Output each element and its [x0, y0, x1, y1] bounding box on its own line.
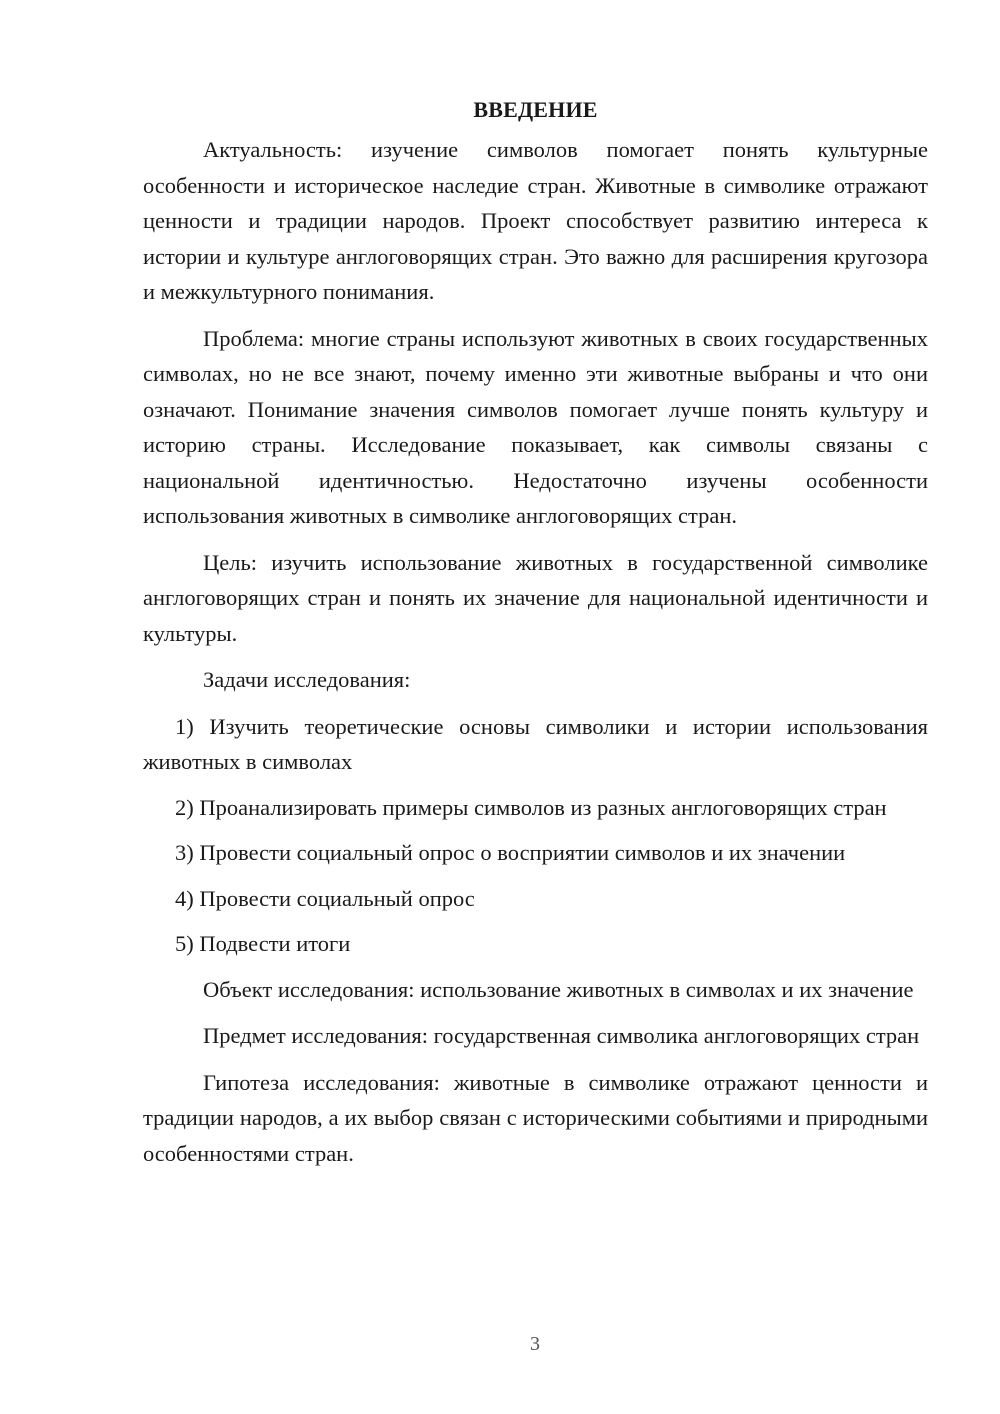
task-item-1: 1) Изучить теоретические основы символики и истории использования животных в символах: [143, 713, 928, 774]
task-item-4: 4) Провести социальный опрос: [175, 885, 475, 911]
problem-paragraph: Проблема: многие страны используют животных в своих государственных символах, но не все знают, почему именно эти животные выбраны и что они означают. Понимание значения символов помогает лучше понять культуру и историю страны. Исследование показывает, как символы связаны с национальной идентичностью. Недостаточно изучены особенности использования животных в символике англоговорящих стран.: [143, 325, 928, 528]
tasks-heading: Задачи исследования:: [203, 667, 411, 692]
hypothesis-paragraph: Гипотеза исследования: животные в символике отражают ценности и традиции народов, а их выбор связан с историческими событиями и природными особенностями стран.: [143, 1069, 928, 1166]
task-item-5: 5) Подвести итоги: [175, 931, 351, 956]
object-paragraph: Объект исследования: использование животных в символах и их значение: [203, 976, 914, 1002]
task-item-2: 2) Проанализировать примеры символов из разных англоговорящих стран: [175, 794, 887, 820]
goal-paragraph: Цель: изучить использование животных в государственной символике англоговорящих стран и понять их значение для национальной идентичности и культуры.: [143, 549, 928, 646]
section-title: ВВЕДЕНИЕ: [473, 97, 598, 122]
page-number: 3: [530, 1333, 540, 1355]
document-page: [143, 92, 928, 1182]
subject-paragraph: Предмет исследования: государственная символика англоговорящих стран: [203, 1023, 920, 1048]
relevance-paragraph: Актуальность: изучение символов помогает понять культурные особенности и историческое наследие стран. Животные в символике отражают ценности и традиции народов. Проект способствует развитию интереса к истории и культуре англоговорящих стран. Это важно для расширения кругозора и межкультурного понимания.: [143, 137, 928, 304]
task-item-3: 3) Провести социальный опрос о восприятии символов и их значении: [175, 840, 846, 865]
